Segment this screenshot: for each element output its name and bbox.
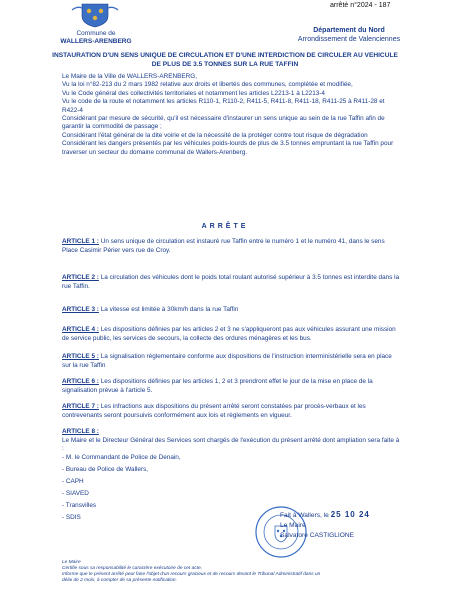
ampliation-item: - SIAVED: [62, 490, 89, 498]
ampliation-item: - CAPH: [62, 477, 84, 485]
arrondissement-name: Arrondissement de Valenciennes: [297, 35, 401, 43]
legal-footer: [62, 560, 382, 584]
article-4: [62, 326, 400, 343]
article-text: La signalisation réglementaire conforme aux dispositions de l'instruction interministérielle sera en place sur la rue Taffin: [62, 353, 392, 369]
arrete-number: arrêté n°2024 - 187: [330, 2, 391, 9]
department-name: Département du Nord: [313, 27, 385, 34]
preamble-line: Vu le code de la route et notamment les articles R110-1, R110-2, R411-5, R411-8, R411-18, R411-25 à R411-28 et R422-4: [62, 98, 385, 114]
signature-date: 25 10 24: [330, 510, 370, 519]
signature-block: [280, 510, 370, 541]
article-2: [62, 274, 400, 291]
article-text: La vitesse est limitée à 30km/h dans la rue Taffin: [98, 306, 239, 313]
preamble-line: Considérant l'état général de la dite voirie et de la nécessité de la protéger contre tout risque de dégradation: [62, 131, 368, 139]
article-label: ARTICLE 8 :: [62, 428, 99, 435]
commune-label: Commune de: [76, 30, 116, 37]
article-text: La circulation des véhicules dont le poids total roulant autorisé supérieur à 3.5 tonnes est interdite dans la rue Taffin.: [62, 274, 400, 290]
article-label: ARTICLE 2 :: [62, 274, 99, 281]
article-7: [62, 403, 400, 420]
commune-title: WALLERS-ARENBERG: [60, 38, 132, 45]
article-text: Un sens unique de circulation est instauré rue Taffin entre le numéro 1 et le numéro 41, dans le sens Place Casimir Périer vers rue de Croy.: [62, 238, 385, 254]
ampliation-item: - SDIS: [62, 514, 81, 522]
article-text: Les infractions aux dispositions du présent arrêté seront constatées par procès-verbaux et les contrevenants seront poursuivis conformément aux lois et règlements en vigueur.: [62, 403, 366, 419]
signature-role: Le Maire: [280, 522, 306, 529]
signature-name: Salvatore CASTIGLIONE: [280, 532, 355, 539]
ampliation-item: - Bureau de Police de Wallers,: [62, 465, 149, 473]
footer-line: Informe que le présent arrêté peut faire l'objet d'un recours gracieux et de recours devant le Tribunal Administratif dans un: [62, 572, 321, 577]
article-text: Les dispositions définies par les articles 1, 2 et 3 prendront effet le jour de la mise en place de la signalisation prévue à l'article 5.: [62, 378, 373, 394]
commune-name: [58, 30, 134, 46]
preamble-line: Le Maire de la Ville de WALLERS-ARENBERG,: [62, 73, 197, 80]
article-text: Le Maire et le Directeur Général des Services sont chargés de l'exécution du présent arrêté dont ampliation sera faite à :: [62, 436, 400, 453]
article-label: ARTICLE 7 :: [62, 403, 99, 410]
footer-line: délai de 2 mois, à compter de sa présente notification.: [62, 578, 177, 583]
article-label: ARTICLE 6 :: [62, 378, 99, 385]
article-3: [62, 306, 400, 315]
preamble-line: Considérant par mesure de sécurité, qu'il est nécessaire d'instaurer un sens unique au sein de la rue Taffin afin de garantir la commodité de passage ;: [62, 115, 385, 131]
department-block: [284, 27, 414, 44]
ampliation-item: - M. le Commandant de Police de Denain,: [62, 453, 181, 461]
article-label: ARTICLE 3 :: [62, 306, 99, 313]
coat-of-arms-logo: [68, 2, 122, 28]
signature-place: Fait à Wallers, le: [280, 512, 329, 519]
footer-line: Certifie sous sa responsabilité le caractère exécutoire de cet acte.: [62, 566, 202, 571]
footer-line: Le Maire: [62, 560, 81, 565]
ampliation-item: - Transvilles: [62, 502, 97, 510]
preamble-line: Considérant les dangers présentés par les véhicules poids-lourds de plus de 3.5 tonnes empruntant la rue Taffin pour traverser un secteur du domaine communal de Wallers-Arenberg.: [62, 140, 394, 156]
preamble: [62, 73, 400, 157]
document-title: INSTAURATION D'UN SENS UNIQUE DE CIRCULATION ET D'UNE INTERDICTION DE CIRCULER AU VEHICULE DE PLUS DE 3.5 TONNES SUR LA RUE TAFFIN: [52, 52, 398, 68]
preamble-line: Vu la loi n°82-213 du 2 mars 1982 relative aux droits et libertés des communes, complétée et modifiée,: [62, 81, 353, 89]
article-label: ARTICLE 5 :: [62, 353, 99, 360]
article-5: [62, 353, 400, 370]
preamble-line: Vu le Code général des collectivités territoriales et notamment les articles L2213-1 à L2213-4: [62, 89, 325, 97]
article-6: [62, 378, 400, 395]
article-label: ARTICLE 4 :: [62, 326, 99, 333]
article-label: ARTICLE 1 :: [62, 238, 99, 245]
article-text: Les dispositions définies par les articles 2 et 3 ne s'appliqueront pas aux véhicules assurant une mission de service public, les services de secours, la collecte des ordures ménagères et les bus.: [62, 326, 396, 342]
article-1: [62, 238, 400, 255]
arrete-heading: ARRÊTE: [201, 223, 249, 230]
